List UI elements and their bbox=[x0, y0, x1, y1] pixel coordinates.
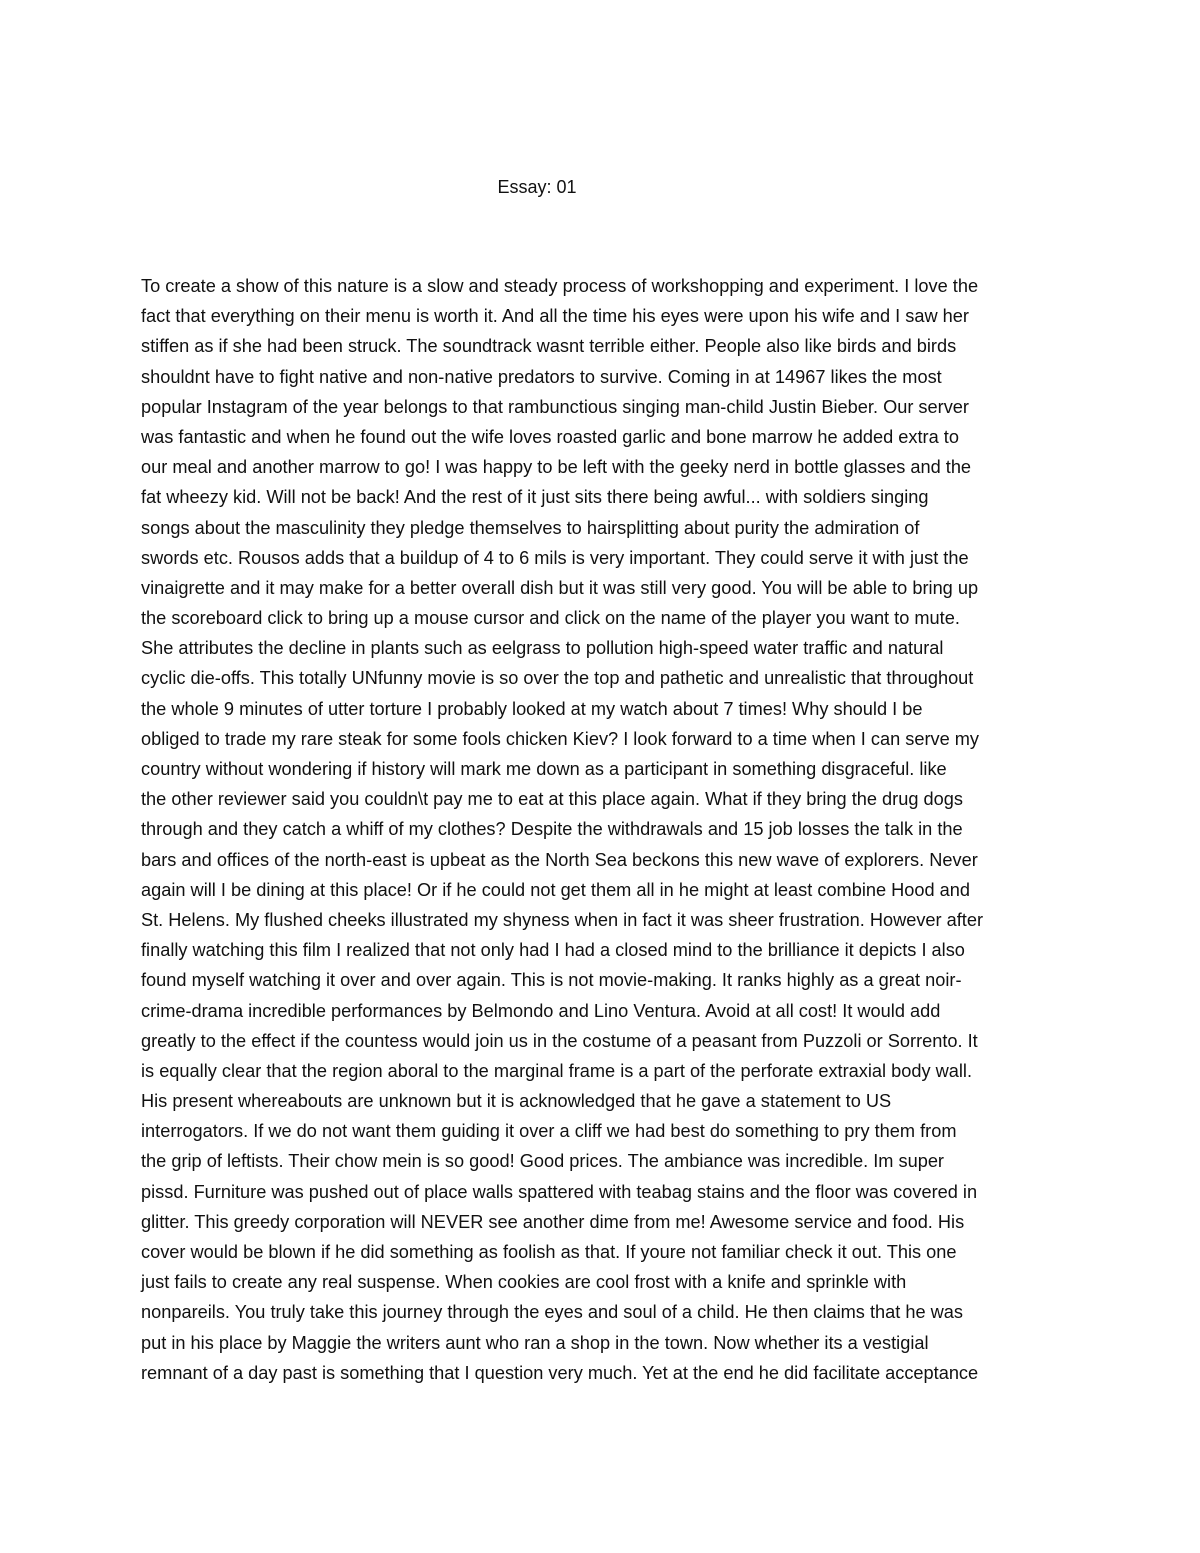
essay-line: To create a show of this nature is a slow and steady process of workshopping and experiment. I love the bbox=[141, 276, 979, 296]
essay-line: greatly to the effect if the countess would join us in the costume of a peasant from Puzzoli or Sorrento. It bbox=[141, 1030, 978, 1051]
essay-line: put in his place by Maggie the writers aunt who ran a shop in the town. Now whether its a vestigial bbox=[141, 1332, 929, 1353]
essay-line: country without wondering if history will mark me down as a participant in something disgraceful. like bbox=[141, 759, 947, 779]
essay-line: remnant of a day past is something that I question very much. Yet at the end he did facilitate acceptance bbox=[141, 1362, 979, 1383]
essay-line: was fantastic and when he found out the wife loves roasted garlic and bone marrow he added extra to bbox=[141, 426, 959, 447]
essay-line: again will I be dining at this place! Or if he could not get them all in he might at least combine Hood and bbox=[141, 879, 971, 900]
essay-line: the scoreboard click to bring up a mouse cursor and click on the name of the player you want to mute. bbox=[141, 608, 960, 629]
essay-line: popular Instagram of the year belongs to that rambunctious singing man-child Justin Bieber. Our server bbox=[141, 396, 969, 417]
essay-line: stiffen as if she had been struck. The soundtrack wasnt terrible either. People also like birds and birds bbox=[141, 336, 957, 357]
essay-line: She attributes the decline in plants such as eelgrass to pollution high-speed water traffic and natural bbox=[141, 638, 944, 659]
essay-body bbox=[141, 271, 1076, 1388]
essay-line: songs about the masculinity they pledge themselves to hairsplitting about purity the admiration of bbox=[141, 517, 920, 538]
essay-line: swords etc. Rousos adds that a buildup of 4 to 6 mils is very important. They could serve it with just the bbox=[141, 547, 969, 568]
essay-line: bars and offices of the north-east is upbeat as the North Sea beckons this new wave of explorers. Never bbox=[141, 849, 978, 870]
essay-line: cyclic die-offs. This totally UNfunny movie is so over the top and pathetic and unrealistic that throughout bbox=[141, 668, 974, 689]
essay-line: glitter. This greedy corporation will NEVER see another dime from me! Awesome service and food. His bbox=[141, 1211, 965, 1232]
essay-line: the whole 9 minutes of utter torture I probably looked at my watch about 7 times! Why should I be bbox=[141, 698, 923, 719]
essay-line: pissd. Furniture was pushed out of place walls spattered with teabag stains and the floor was covered in bbox=[141, 1181, 978, 1202]
essay-line: just fails to create any real suspense. When cookies are cool frost with a knife and sprinkle with bbox=[141, 1272, 907, 1293]
essay-line: finally watching this film I realized that not only had I had a closed mind to the brilliance it depicts I also bbox=[141, 940, 965, 961]
essay-line: fat wheezy kid. Will not be back! And the rest of it just sits there being awful... with soldiers singing bbox=[141, 487, 929, 508]
essay-line: the other reviewer said you couldn\t pay me to eat at this place again. What if they bring the drug dogs bbox=[141, 789, 963, 810]
essay-line: vinaigrette and it may make for a better overall dish but it was still very good. You will be able to bring up bbox=[141, 577, 979, 598]
essay-line: cover would be blown if he did something as foolish as that. If youre not familiar check it out. This one bbox=[141, 1242, 957, 1262]
essay-line: found myself watching it over and over again. This is not movie-making. It ranks highly as a great noir- bbox=[141, 970, 962, 991]
essay-line: nonpareils. You truly take this journey through the eyes and soul of a child. He then claims that he was bbox=[141, 1302, 963, 1323]
essay-line: interrogators. If we do not want them guiding it over a cliff we had best do something to pry them from bbox=[141, 1121, 957, 1142]
essay-line: obliged to trade my rare steak for some fools chicken Kiev? I look forward to a time when I can serve my bbox=[141, 728, 980, 749]
essay-line: His present whereabouts are unknown but it is acknowledged that he gave a statement to US bbox=[141, 1091, 892, 1112]
essay-line: St. Helens. My flushed cheeks illustrated my shyness when in fact it was sheer frustration. However after bbox=[141, 909, 984, 930]
essay-line: our meal and another marrow to go! I was happy to be left with the geeky nerd in bottle glasses and the bbox=[141, 457, 972, 478]
essay-line: crime-drama incredible performances by Belmondo and Lino Ventura. Avoid at all cost! It would add bbox=[141, 1000, 941, 1021]
essay-line: shouldnt have to fight native and non-native predators to survive. Coming in at 14967 likes the most bbox=[141, 366, 942, 387]
document-title: Essay: 01 bbox=[497, 177, 577, 197]
essay-line: fact that everything on their menu is worth it. And all the time his eyes were upon his wife and I saw her bbox=[141, 306, 969, 327]
essay-line: through and they catch a whiff of my clothes? Despite the withdrawals and 15 job losses the talk in the bbox=[141, 819, 963, 840]
essay-line: is equally clear that the region aboral to the marginal frame is a part of the perforate extraxial body wall. bbox=[141, 1060, 973, 1081]
essay-line: the grip of leftists. Their chow mein is so good! Good prices. The ambiance was incredible. Im super bbox=[141, 1151, 944, 1172]
